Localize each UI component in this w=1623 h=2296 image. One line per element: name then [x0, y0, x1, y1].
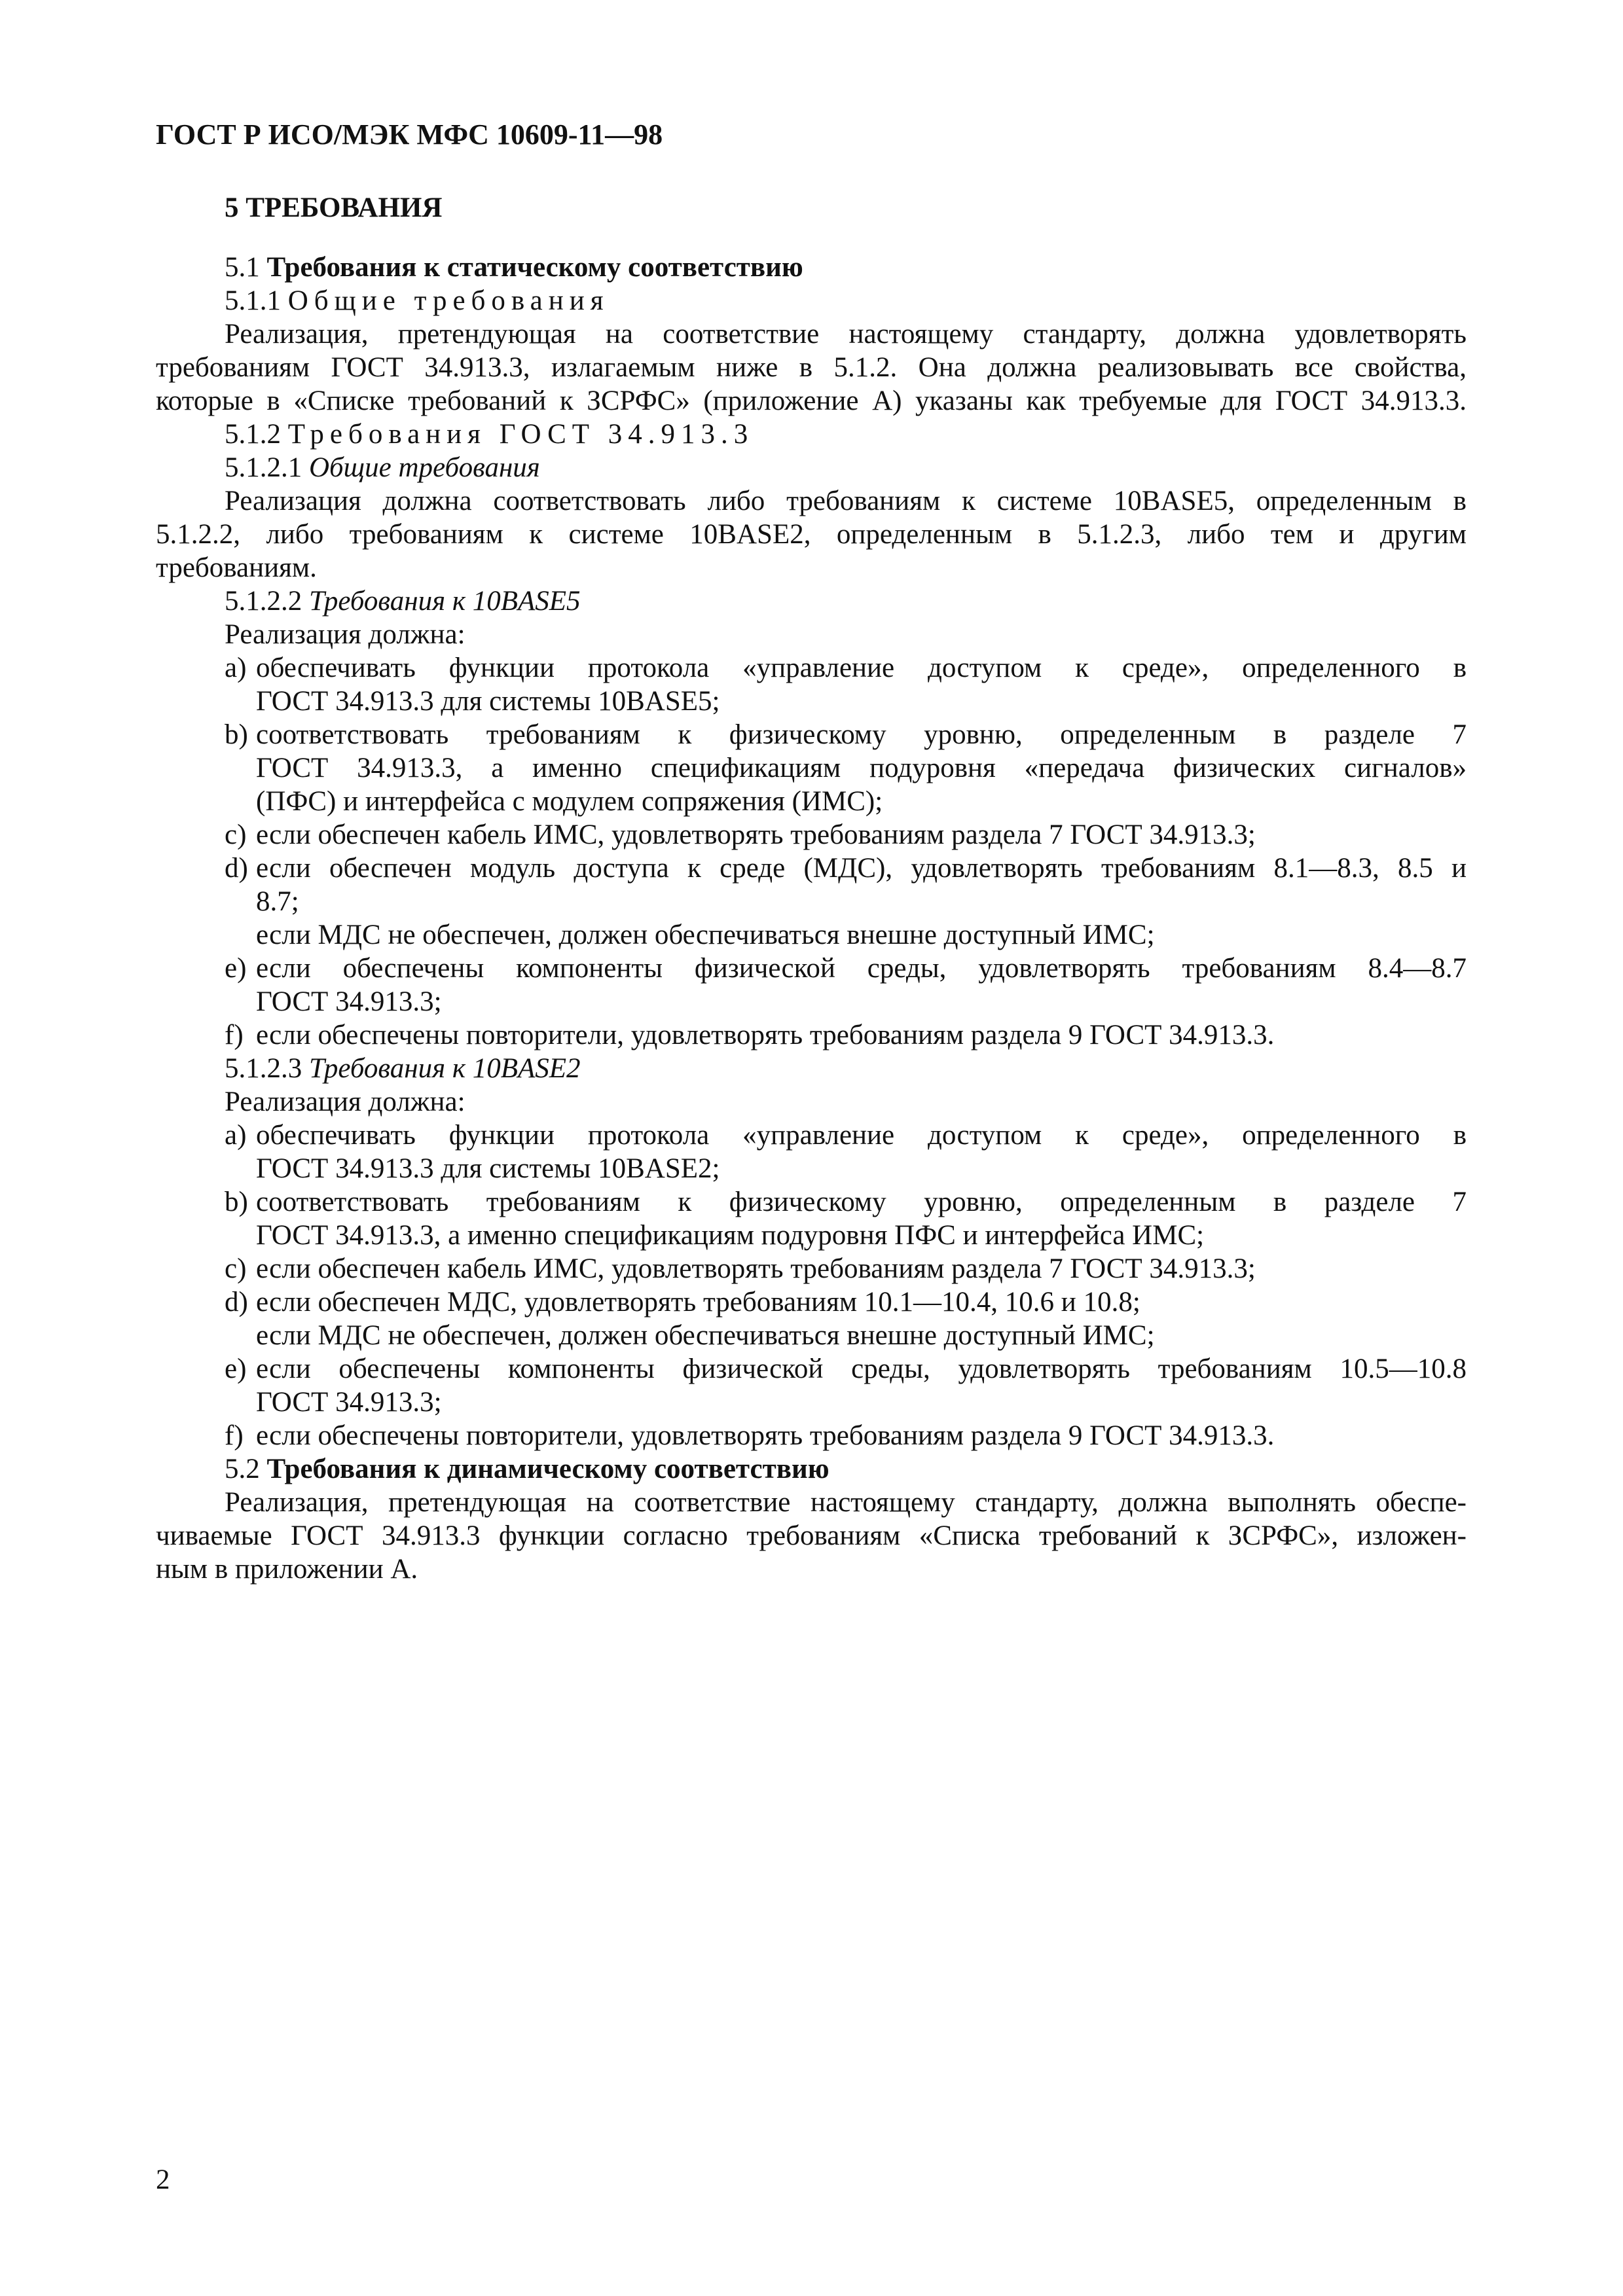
subsection-5-1-2-1-heading: [156, 451, 1467, 484]
list-intro: Реализация должна:: [225, 1086, 465, 1117]
heading-title: Требования к 10BASE5: [309, 586, 581, 617]
paragraph-line: 5.1.2.2, либо требованиям к системе 10BASE2, определенным в 5.1.2.3, либо тем и другим: [156, 519, 1467, 550]
list-marker: f): [225, 1020, 244, 1050]
heading-title: Общие требования: [309, 452, 540, 483]
list-item: [156, 1018, 1467, 1052]
subsection-5-2-heading: [156, 1452, 1467, 1486]
page-number: 2: [156, 2164, 170, 2195]
list-item-line: если обеспечен МДС, удовлетворять требованиям 10.1—10.4, 10.6 и 10.8;: [256, 1287, 1140, 1318]
document-code-header: ГОСТ Р ИСО/МЭК МФС 10609-11—98: [156, 118, 663, 151]
list-marker: e): [225, 953, 247, 984]
list-item-line: если МДС не обеспечен, должен обеспечиваться внешне доступный ИМС;: [256, 1320, 1155, 1351]
heading-number: 5.1.1: [225, 285, 281, 316]
heading-title: Требования ГОСТ 34.913.3: [287, 419, 754, 450]
list-item-line: ГОСТ 34.913.3;: [256, 1387, 442, 1418]
subsection-5-1-2-heading: [156, 418, 1467, 451]
heading-number: 5.1.2.2: [225, 586, 302, 617]
list-item: [156, 818, 1467, 852]
subsection-5-1-1-heading: [156, 284, 1467, 317]
heading-title: Требования к динамическому соответствию: [266, 1454, 830, 1484]
paragraph-line: Реализация должна соответствовать либо требованиям к системе 10BASE5, определенным в: [225, 486, 1467, 516]
list-marker: e): [225, 1354, 247, 1384]
list-item-line: ГОСТ 34.913.3 для системы 10BASE2;: [256, 1153, 720, 1184]
list-item-line: 8.7;: [256, 886, 299, 917]
list-item-line: обеспечивать функции протокола «управление доступом к среде», определенного в: [256, 653, 1467, 683]
paragraph-line: которые в «Списке требований к ЗСРФС» (приложение А) указаны как требуемые для ГОСТ 34.913.3.: [156, 386, 1467, 416]
list-item: [156, 718, 1467, 818]
paragraph-line: ным в приложении А.: [156, 1554, 418, 1585]
list-marker: d): [225, 853, 248, 884]
list-item: [156, 1352, 1467, 1419]
heading-number: 5.2: [225, 1454, 260, 1484]
heading-number: 5.1.2.3: [225, 1053, 302, 1084]
list-item: [156, 1185, 1467, 1252]
document-body: [156, 191, 1467, 1586]
list-item-line: если обеспечены компоненты физической среды, удовлетворять требованиям 8.4—8.7: [256, 953, 1467, 984]
list-marker: b): [225, 719, 248, 750]
paragraph-line: чиваемые ГОСТ 34.913.3 функции согласно требованиям «Списка требований к ЗСРФС», изложен-: [156, 1520, 1467, 1551]
paragraph-line: требованиям.: [156, 552, 317, 583]
section-title: 5 ТРЕБОВАНИЯ: [225, 192, 443, 223]
list-marker: c): [225, 819, 247, 850]
subsection-5-1-heading: [156, 251, 1467, 284]
list-item: [156, 1119, 1467, 1185]
list-intro: Реализация должна:: [225, 619, 465, 650]
list-item-line: соответствовать требованиям к физическому уровню, определенным в разделе 7: [256, 1187, 1467, 1217]
list-item: [156, 1419, 1467, 1452]
list-marker: a): [225, 653, 247, 683]
paragraph-line: требованиям ГОСТ 34.913.3, излагаемым ниже в 5.1.2. Она должна реализовывать все свойства,: [156, 352, 1467, 383]
list-item-line: если обеспечены повторители, удовлетворять требованиям раздела 9 ГОСТ 34.913.3.: [256, 1020, 1275, 1050]
list-item: [156, 1252, 1467, 1285]
list-item: [156, 1285, 1467, 1352]
list-marker: f): [225, 1420, 244, 1451]
subsection-5-1-2-3-heading: [156, 1052, 1467, 1085]
heading-number: 5.1.2: [225, 419, 281, 450]
list-marker: b): [225, 1187, 248, 1217]
list-item-line: (ПФС) и интерфейса с модулем сопряжения (ИМС);: [256, 786, 883, 817]
heading-title: Общие требования: [287, 285, 610, 316]
list-item-line: если обеспечены компоненты физической среды, удовлетворять требованиям 10.5—10.8: [256, 1354, 1467, 1384]
list-item-line: ГОСТ 34.913.3, а именно спецификациям подуровня «передача физических сигналов»: [256, 753, 1467, 783]
list-item-line: соответствовать требованиям к физическому уровню, определенным в разделе 7: [256, 719, 1467, 750]
list-item-line: если МДС не обеспечен, должен обеспечиваться внешне доступный ИМС;: [256, 920, 1155, 950]
list-item-line: если обеспечен модуль доступа к среде (МДС), удовлетворять требованиям 8.1—8.3, 8.5 и: [256, 853, 1467, 884]
list-marker: c): [225, 1253, 247, 1284]
list-item: [156, 651, 1467, 718]
heading-number: 5.1.2.1: [225, 452, 302, 483]
heading-title: Требования к 10BASE2: [309, 1053, 581, 1084]
heading-number: 5.1: [225, 252, 260, 283]
list-marker: d): [225, 1287, 248, 1318]
list-marker: a): [225, 1120, 247, 1151]
list-item-line: ГОСТ 34.913.3;: [256, 986, 442, 1017]
list-item: [156, 852, 1467, 952]
list-item: [156, 952, 1467, 1018]
subsection-5-1-2-2-heading: [156, 584, 1467, 618]
list-item-line: если обеспечен кабель ИМС, удовлетворять требованиям раздела 7 ГОСТ 34.913.3;: [256, 819, 1256, 850]
list-item-line: ГОСТ 34.913.3 для системы 10BASE5;: [256, 686, 720, 717]
paragraph-line: Реализация, претендующая на соответствие настоящему стандарту, должна удовлетворять: [225, 319, 1467, 350]
list-item-line: обеспечивать функции протокола «управление доступом к среде», определенного в: [256, 1120, 1467, 1151]
list-item-line: если обеспечен кабель ИМС, удовлетворять требованиям раздела 7 ГОСТ 34.913.3;: [256, 1253, 1256, 1284]
heading-title: Требования к статическому соответствию: [266, 252, 803, 283]
list-item-line: если обеспечены повторители, удовлетворять требованиям раздела 9 ГОСТ 34.913.3.: [256, 1420, 1275, 1451]
list-item-line: ГОСТ 34.913.3, а именно спецификациям подуровня ПФС и интерфейса ИМС;: [256, 1220, 1205, 1251]
paragraph-line: Реализация, претендующая на соответствие настоящему стандарту, должна выполнять обеспе-: [225, 1487, 1467, 1518]
